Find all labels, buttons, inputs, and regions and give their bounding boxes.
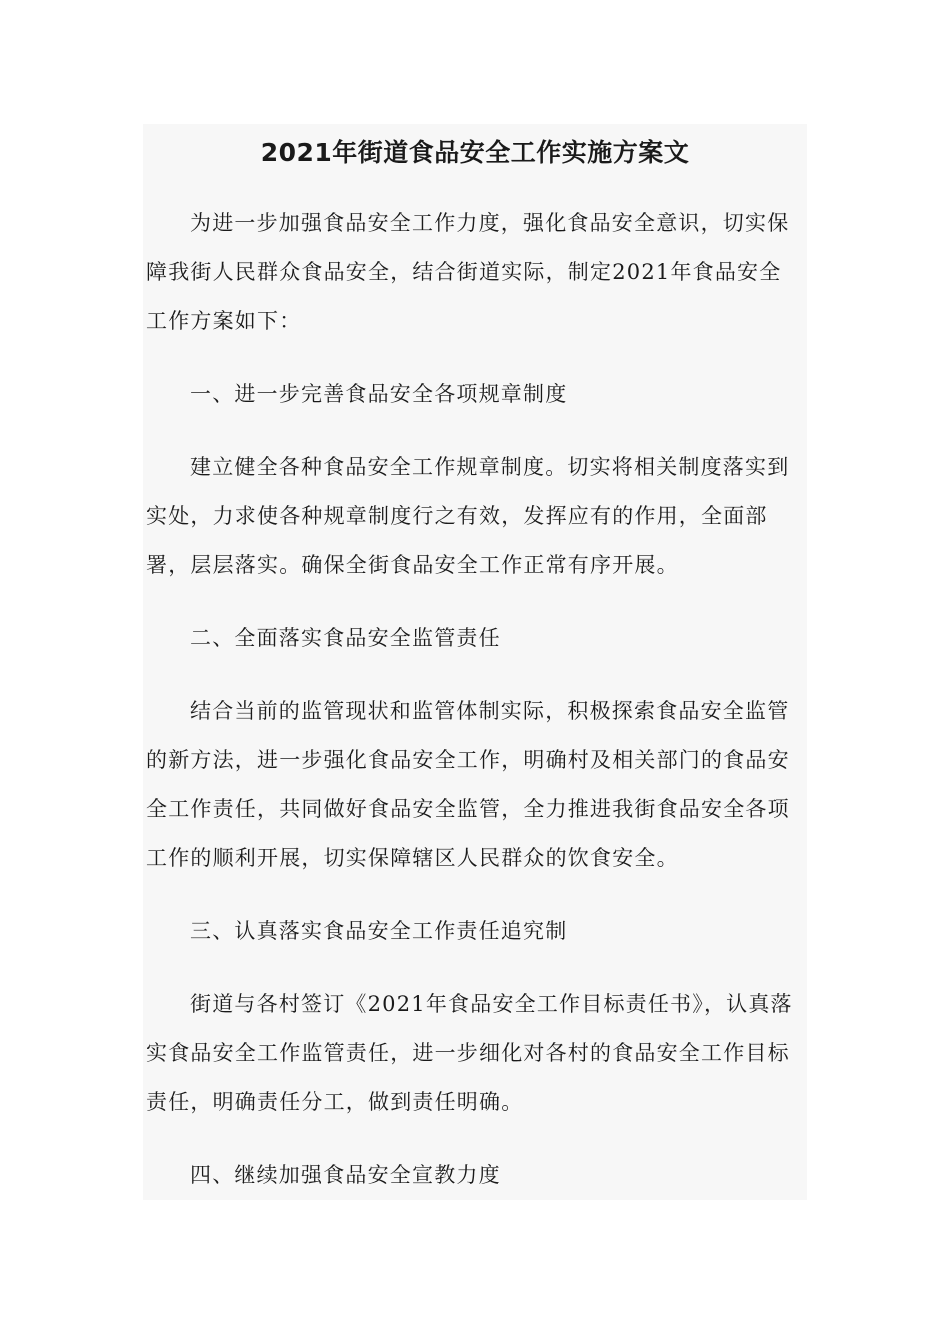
document-body	[146, 199, 802, 1224]
paragraph-section-2: 结合当前的监管现状和监管体制实际，积极探索食品安全监管的新方法，进一步强化食品安全工作，明确村及相关部门的食品安全工作责任，共同做好食品安全监管，全力推进我街食品安全各项工作的顺利开展，切实保障辖区人民群众的饮食安全。	[146, 699, 790, 870]
section-heading-4: 四、继续加强食品安全宣教力度	[190, 1163, 501, 1187]
section-heading-3: 三、认真落实食品安全工作责任追究制	[190, 919, 568, 943]
document-title: 2021年街道食品安全工作实施方案文	[260, 138, 690, 167]
paragraph-section-3: 街道与各村签订《2021年食品安全工作目标责任书》，认真落实食品安全工作监管责任，进一步细化对各村的食品安全工作目标责任，明确责任分工，做到责任明确。	[146, 992, 793, 1114]
section-heading-1: 一、进一步完善食品安全各项规章制度	[190, 382, 568, 406]
paragraph-intro: 为进一步加强食品安全工作力度，强化食品安全意识，切实保障我街人民群众食品安全，结合街道实际，制定2021年食品安全工作方案如下：	[146, 211, 790, 333]
section-heading-2: 二、全面落实食品安全监管责任	[190, 626, 501, 650]
paragraph-section-1: 建立健全各种食品安全工作规章制度。切实将相关制度落实到实处，力求使各种规章制度行之有效，发挥应有的作用，全面部署，层层落实。确保全街食品安全工作正常有序开展。	[146, 455, 790, 577]
